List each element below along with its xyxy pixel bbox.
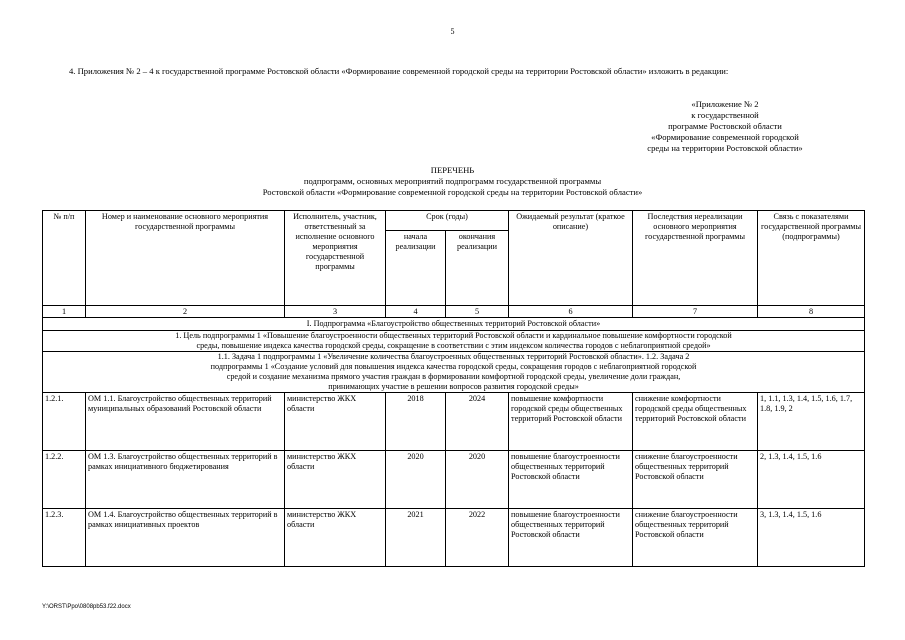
table-row [43, 393, 865, 451]
column-number: 6 [509, 306, 633, 318]
row-result: повышение комфортности городской среды общественных территорий Ростовской области [509, 393, 633, 451]
page-number: 5 [450, 27, 455, 36]
header-period: Срок (годы) [386, 211, 509, 231]
title-line: ПЕРЕЧЕНЬ [430, 165, 475, 175]
header-start: начала реализации [386, 231, 446, 306]
column-number: 8 [758, 306, 865, 318]
column-number: 3 [285, 306, 386, 318]
row-link: 1, 1.1, 1.3, 1.4, 1.5, 1.6, 1.7, 1.8, 1.9, 2 [758, 393, 865, 451]
column-number: 1 [43, 306, 86, 318]
row-start: 2021 [386, 509, 446, 567]
row-executor: министерство ЖКХ области [285, 451, 386, 509]
table-row [43, 451, 865, 509]
header-end: окончания реализации [446, 231, 509, 306]
column-number: 4 [386, 306, 446, 318]
header-num: № п/п [43, 211, 86, 306]
appendix-line: среды на территории Ростовской области» [647, 143, 803, 153]
row-num: 1.2.2. [43, 451, 86, 509]
header-consequence: Последствия нереализации основного мероприятия государственной программы [633, 211, 758, 306]
row-consequence: снижение благоустроенности общественных территорий Ростовской области [633, 509, 758, 567]
appendix-header [620, 99, 830, 154]
row-end: 2022 [446, 509, 509, 567]
row-consequence: снижение комфортности городской среды общественных территорий Ростовской области [633, 393, 758, 451]
document-title [0, 165, 905, 198]
row-link: 3, 1.3, 1.4, 1.5, 1.6 [758, 509, 865, 567]
row-end: 2024 [446, 393, 509, 451]
column-number: 5 [446, 306, 509, 318]
appendix-line: «Формирование современной городской [651, 132, 799, 142]
row-num: 1.2.1. [43, 393, 86, 451]
row-result: повышение благоустроенности общественных территорий Ростовской области [509, 509, 633, 567]
row-name: ОМ 1.1. Благоустройство общественных территорий муниципальных образований Ростовской области [86, 393, 285, 451]
column-number: 2 [86, 306, 285, 318]
row-name: ОМ 1.3. Благоустройство общественных территорий в рамках инициативного бюджетирования [86, 451, 285, 509]
title-line: Ростовской области «Формирование современной городской среды на территории Ростовской области» [262, 187, 643, 197]
row-num: 1.2.3. [43, 509, 86, 567]
header-result: Ожидаемый результат (краткое описание) [509, 211, 633, 306]
column-number: 7 [633, 306, 758, 318]
tasks-heading: 1.1. Задача 1 подпрограммы 1 «Увеличение количества благоустроенных общественных территорий Ростовской области». 1.2. Задача 2 подпрограммы 1 «Создание условий для повышения индекса качества городской среды, сокращения городов с неблагоприятной городской средой и создание механизма прямого участия граждан в формировании комфортной городской среды, увеличение доли граждан, принимающих участие в решении вопросов развития городской среды» [43, 352, 865, 393]
header-name: Номер и наименование основного мероприятия государственной программы [86, 211, 285, 306]
header-link: Связь с показателями государственной программы (подпрограммы) [758, 211, 865, 306]
header-executor: Исполнитель, участник, ответственный за исполнение основного мероприятия государственной программы [285, 211, 386, 306]
measures-table [42, 210, 865, 567]
subprogram-heading: I. Подпрограмма «Благоустройство общественных территорий Ростовской области» [43, 318, 865, 331]
intro-paragraph: 4. Приложения № 2 – 4 к государственной программе Ростовской области «Формирование современной городской среды на территории Ростовской области» изложить в редакции: [69, 66, 729, 76]
row-start: 2018 [386, 393, 446, 451]
goal-heading: 1. Цель подпрограммы 1 «Повышение благоустроенности общественных территорий Ростовской области и кардинальное повышение комфортности городской среды, повышение индекса качества городской среды, сокращение в соответствии с этим индексом количества городов с неблагоприятной средой» [43, 331, 865, 352]
appendix-line: к государственной [691, 110, 759, 120]
row-consequence: снижение благоустроенности общественных территорий Ростовской области [633, 451, 758, 509]
row-start: 2020 [386, 451, 446, 509]
row-name: ОМ 1.4. Благоустройство общественных территорий в рамках инициативных проектов [86, 509, 285, 567]
appendix-line: программе Ростовской области [668, 121, 782, 131]
row-executor: министерство ЖКХ области [285, 393, 386, 451]
row-end: 2020 [446, 451, 509, 509]
row-executor: министерство ЖКХ области [285, 509, 386, 567]
title-line: подпрограмм, основных мероприятий подпрограмм государственной программы [303, 176, 602, 186]
table-row [43, 509, 865, 567]
appendix-line: «Приложение № 2 [691, 99, 759, 109]
row-result: повышение благоустроенности общественных территорий Ростовской области [509, 451, 633, 509]
file-path-footer: Y:\ORST\Ppo\0808pb53.f22.docx [42, 604, 131, 610]
row-link: 2, 1.3, 1.4, 1.5, 1.6 [758, 451, 865, 509]
